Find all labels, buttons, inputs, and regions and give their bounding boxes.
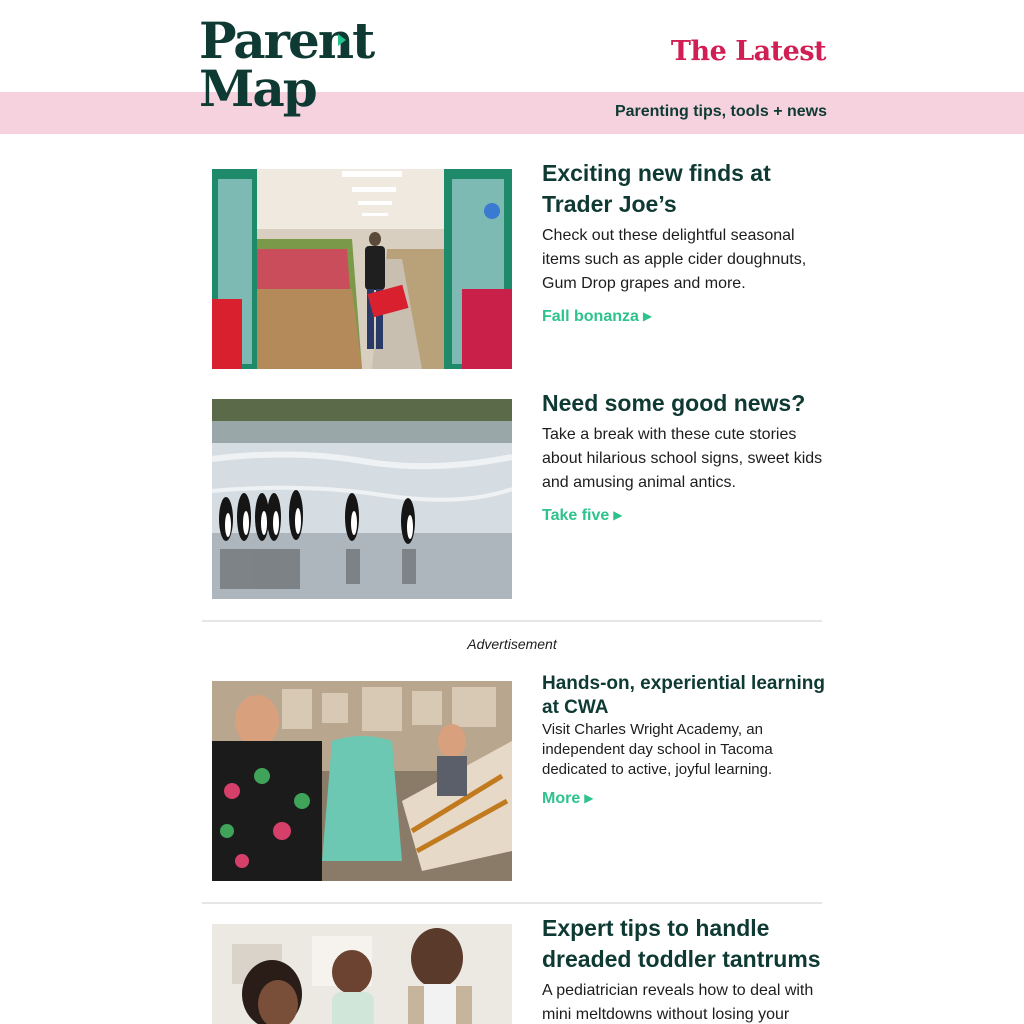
link-label: More (542, 790, 581, 807)
story-link-fall-bonanza[interactable] (542, 308, 652, 326)
story-image-penguins[interactable] (212, 399, 512, 599)
parentmap-logo[interactable] (199, 11, 374, 122)
story-description: A pediatrician reveals how to deal with mini meltdowns without losing your (542, 982, 814, 1023)
story-card (212, 160, 824, 369)
classroom-photo (212, 681, 512, 881)
story-title[interactable]: Expert tips to handle dreaded toddler tantrums (542, 915, 821, 972)
family-photo (212, 924, 512, 1024)
link-label: Fall bonanza (542, 308, 639, 325)
tagline: Parenting tips, tools + news (614, 103, 827, 120)
story-image-toddler[interactable] (212, 924, 512, 1024)
story-card (212, 915, 824, 1024)
story-text (542, 390, 832, 525)
link-label: Take five (542, 507, 610, 524)
logo-line-2: Map (199, 59, 316, 118)
ad-text (542, 673, 832, 808)
logo-play-icon (338, 34, 346, 46)
story-card (212, 390, 824, 599)
divider (202, 902, 822, 904)
advertisement-label: Advertisement (467, 636, 557, 652)
ad-title[interactable]: Hands-on, experiential learning at CWA (542, 673, 825, 718)
story-link-take-five[interactable] (542, 507, 623, 525)
play-arrow-icon: ▶ (613, 508, 623, 522)
story-description: Check out these delightful seasonal items such as apple cider doughnuts, Gum Drop grapes and more. (542, 227, 807, 292)
logo-line-1: Parent (199, 11, 374, 70)
penguin-photo (212, 399, 512, 599)
story-image-trader-joes[interactable] (212, 169, 512, 369)
ad-link-more[interactable] (542, 790, 593, 808)
tagline-band (0, 92, 1024, 134)
ad-image-cwa[interactable] (212, 681, 512, 881)
newsletter-title: The Latest (670, 36, 826, 67)
story-title[interactable]: Exciting new finds at Trader Joe’s (542, 160, 771, 217)
ad-card (212, 673, 825, 881)
play-arrow-icon: ▶ (584, 791, 594, 805)
story-text (542, 915, 832, 1024)
header (0, 0, 1024, 134)
ad-description: Visit Charles Wright Academy, an independent day school in Tacoma dedicated to active, joyful learning. (542, 721, 773, 778)
store-photo (212, 169, 512, 369)
story-description: Take a break with these cute stories about hilarious school signs, sweet kids and amusing animal antics. (542, 426, 823, 491)
story-title[interactable]: Need some good news? (542, 390, 806, 416)
story-text (542, 160, 832, 326)
divider (202, 620, 822, 622)
play-arrow-icon: ▶ (642, 309, 653, 323)
